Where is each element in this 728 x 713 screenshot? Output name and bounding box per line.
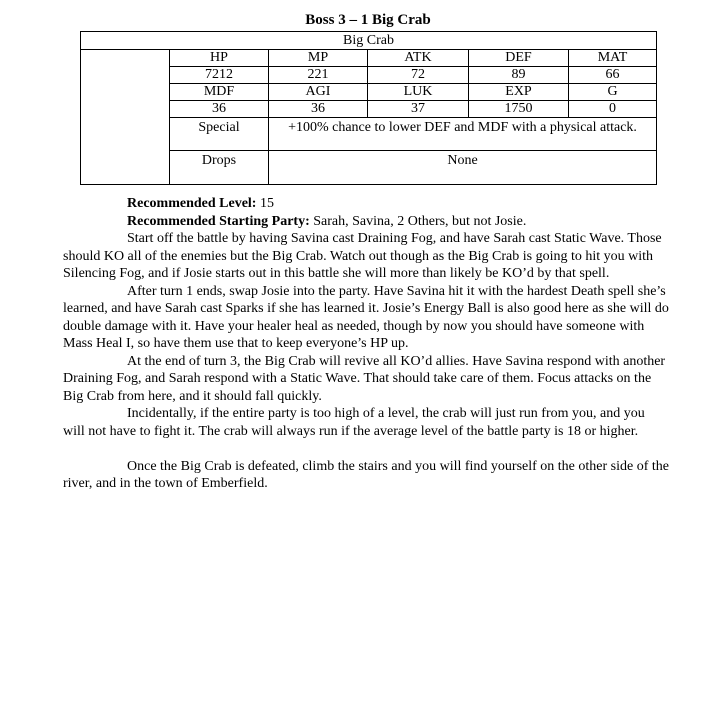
stat-value-atk: 72 xyxy=(368,67,469,84)
stat-header-mdf: MDF xyxy=(170,84,269,101)
recommended-party-label: Recommended Starting Party: xyxy=(127,213,310,229)
stat-header-mat: MAT xyxy=(569,50,657,67)
stat-header-mp: MP xyxy=(269,50,368,67)
drops-value-cell: None xyxy=(269,151,657,185)
guide-text xyxy=(63,195,669,493)
table-row xyxy=(81,50,657,67)
recommended-level-line xyxy=(63,195,669,213)
stat-value-def: 89 xyxy=(469,67,569,84)
table-row xyxy=(81,32,657,50)
monster-name-cell: Big Crab xyxy=(81,32,657,50)
stat-header-hp: HP xyxy=(170,50,269,67)
stat-value-agi: 36 xyxy=(269,101,368,118)
special-value-cell: +100% chance to lower DEF and MDF with a physical attack. xyxy=(269,118,657,151)
stat-header-g: G xyxy=(569,84,657,101)
stat-header-def: DEF xyxy=(469,50,569,67)
stat-value-mat: 66 xyxy=(569,67,657,84)
guide-paragraph-2: After turn 1 ends, swap Josie into the party. Have Savina hit it with the hardest Death spell she’s learned, and have Sarah cast Sparks if she has learned it. Josie’s Energy Ball is also good here as she will do double damage with it. Have your healer heal as needed, though by now you should have someone with Mass Heal I, so have them use that to keep everyone’s HP up. xyxy=(63,283,669,351)
recommended-party-value: Sarah, Savina, 2 Others, but not Josie. xyxy=(313,213,527,229)
boss-stat-table xyxy=(80,31,657,185)
monster-image-cell xyxy=(81,50,170,185)
stat-header-luk: LUK xyxy=(368,84,469,101)
stat-header-agi: AGI xyxy=(269,84,368,101)
guide-paragraph-3: At the end of turn 3, the Big Crab will revive all KO’d allies. Have Savina respond with another Draining Fog, and Sarah respond with a Static Wave. That should take care of them. Focus attacks on the Big Crab from here, and it should fall quickly. xyxy=(63,353,666,404)
recommended-level-value: 15 xyxy=(259,196,274,211)
guide-paragraph-4: Incidentally, if the entire party is too high of a level, the crab will just run from you, and you will not have to fight it. The crab will always run if the average level of the battle party is 18 or higher. xyxy=(63,406,645,439)
stat-header-exp: EXP xyxy=(469,84,569,101)
stat-value-luk: 37 xyxy=(368,101,469,118)
guide-paragraph-1: Start off the battle by having Savina cast Draining Fog, and have Sarah cast Static Wave. Those should KO all of the enemies but the Big Crab. Watch out though as the Big Crab is going to hit you with Silencing Fog, and if Josie starts out in this battle she will more than likely be KO’d by that spell. xyxy=(63,231,662,281)
stat-value-mdf: 36 xyxy=(170,101,269,118)
stat-value-g: 0 xyxy=(569,101,657,118)
stat-value-hp: 7212 xyxy=(170,67,269,84)
recommended-party-line xyxy=(63,213,669,231)
stat-value-exp: 1750 xyxy=(469,101,569,118)
page-title: Boss 3 – 1 Big Crab xyxy=(305,12,431,28)
special-label-cell: Special xyxy=(170,118,269,151)
stat-value-mp: 221 xyxy=(269,67,368,84)
stat-header-atk: ATK xyxy=(368,50,469,67)
guide-paragraph-5: Once the Big Crab is defeated, climb the stairs and you will find yourself on the other side of the river, and in the town of Emberfield. xyxy=(63,458,669,491)
recommended-level-label: Recommended Level: xyxy=(127,196,257,211)
drops-label-cell: Drops xyxy=(170,151,269,185)
